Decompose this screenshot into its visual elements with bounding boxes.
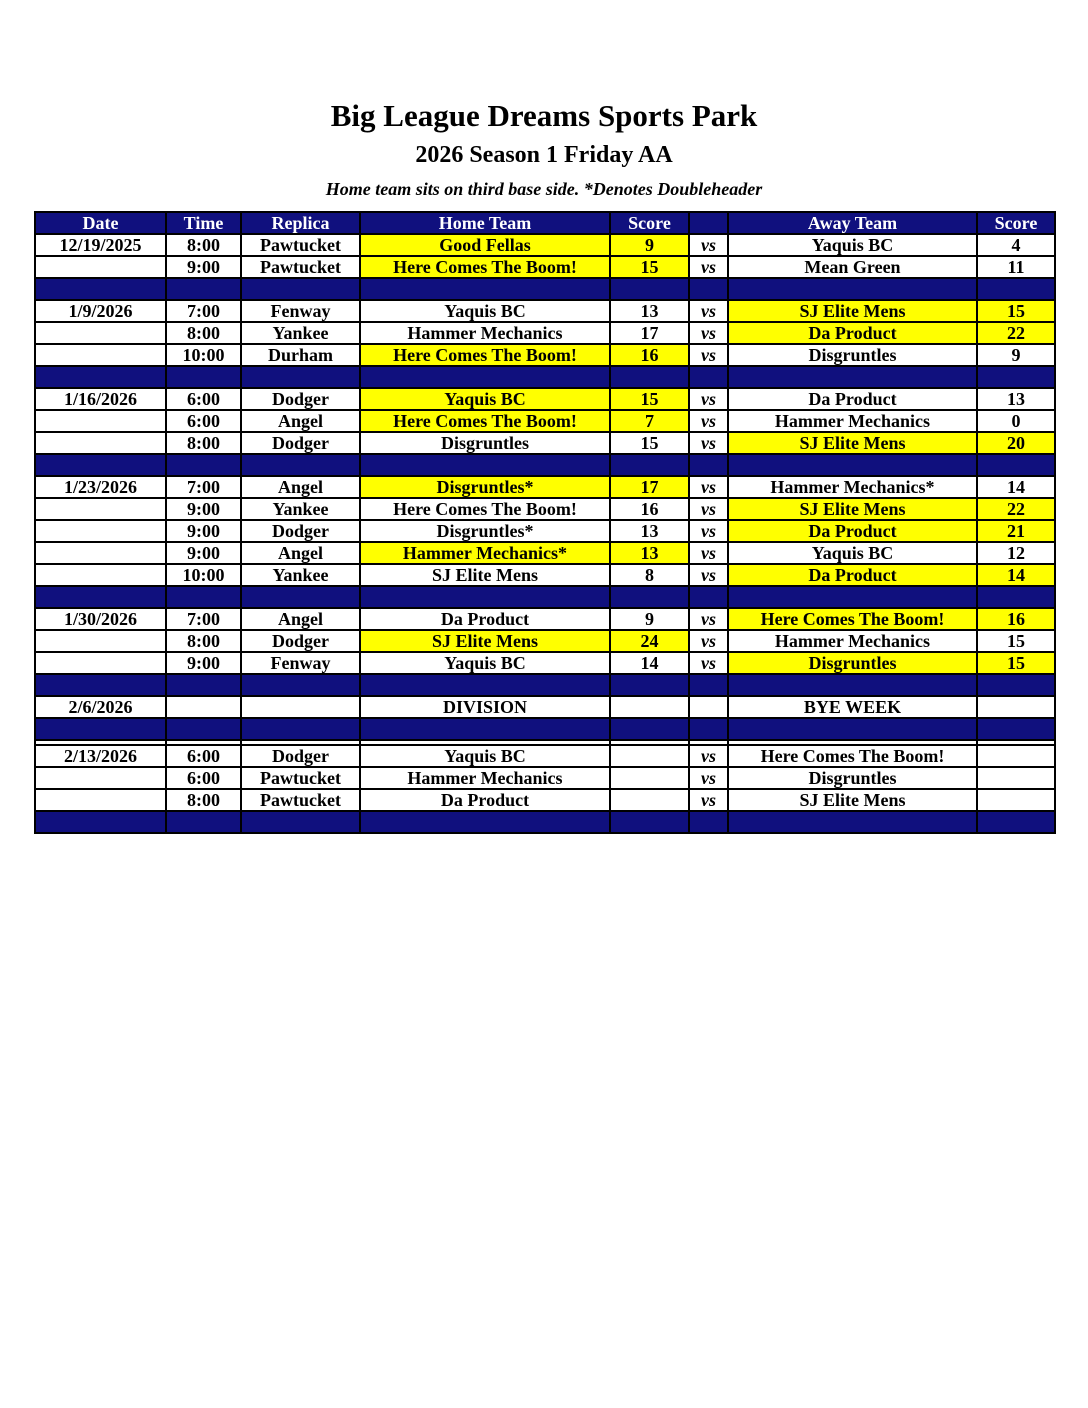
- away-team-cell: Da Product: [728, 520, 977, 542]
- away-team-cell: Mean Green: [728, 256, 977, 278]
- separator-cell: [728, 674, 977, 696]
- separator-cell: [35, 674, 166, 696]
- column-header-replica: Replica: [241, 212, 360, 234]
- home-team-cell: Yaquis BC: [360, 388, 610, 410]
- separator-cell: [728, 811, 977, 833]
- separator-cell: [35, 366, 166, 388]
- vs-cell: vs: [689, 520, 728, 542]
- separator-cell: [977, 366, 1055, 388]
- replica-cell: Pawtucket: [241, 256, 360, 278]
- vs-cell: vs: [689, 256, 728, 278]
- separator-cell: [977, 454, 1055, 476]
- replica-cell: Dodger: [241, 388, 360, 410]
- replica-cell: Angel: [241, 410, 360, 432]
- home-score-cell: 8: [610, 564, 689, 586]
- away-score-cell: 21: [977, 520, 1055, 542]
- separator-cell: [35, 718, 166, 740]
- separator-cell: [166, 454, 241, 476]
- separator-cell: [610, 811, 689, 833]
- date-cell: 2/6/2026: [35, 696, 166, 718]
- replica-cell: Pawtucket: [241, 234, 360, 256]
- home-team-cell: Here Comes The Boom!: [360, 256, 610, 278]
- separator-cell: [241, 586, 360, 608]
- date-cell: [35, 520, 166, 542]
- separator-row: [35, 454, 1055, 476]
- away-score-cell: 15: [977, 300, 1055, 322]
- separator-row: [35, 811, 1055, 833]
- separator-cell: [241, 811, 360, 833]
- header-row: [35, 212, 1055, 234]
- game-row: [35, 432, 1055, 454]
- separator-cell: [166, 278, 241, 300]
- separator-cell: [166, 718, 241, 740]
- separator-cell: [977, 278, 1055, 300]
- home-score-cell: 14: [610, 652, 689, 674]
- game-row: [35, 608, 1055, 630]
- time-cell: 9:00: [166, 498, 241, 520]
- separator-row: [35, 366, 1055, 388]
- date-cell: 1/9/2026: [35, 300, 166, 322]
- season-subtitle: 2026 Season 1 Friday AA: [415, 142, 673, 168]
- vs-cell: vs: [689, 630, 728, 652]
- separator-cell: [241, 366, 360, 388]
- date-cell: [35, 564, 166, 586]
- separator-cell: [35, 454, 166, 476]
- column-header-time: Time: [166, 212, 241, 234]
- date-cell: [35, 432, 166, 454]
- away-score-cell: 20: [977, 432, 1055, 454]
- home-team-cell: DIVISION: [360, 696, 610, 718]
- time-cell: [166, 696, 241, 718]
- game-row: [35, 234, 1055, 256]
- separator-cell: [241, 278, 360, 300]
- time-cell: 10:00: [166, 564, 241, 586]
- game-row: [35, 520, 1055, 542]
- home-team-cell: Here Comes The Boom!: [360, 410, 610, 432]
- vs-cell: vs: [689, 498, 728, 520]
- time-cell: 8:00: [166, 322, 241, 344]
- away-score-cell: [977, 767, 1055, 789]
- replica-cell: [241, 696, 360, 718]
- date-cell: [35, 767, 166, 789]
- game-row: [35, 652, 1055, 674]
- away-score-cell: 16: [977, 608, 1055, 630]
- home-score-cell: 7: [610, 410, 689, 432]
- game-row: [35, 344, 1055, 366]
- separator-row: [35, 674, 1055, 696]
- away-team-cell: Da Product: [728, 322, 977, 344]
- away-team-cell: Da Product: [728, 564, 977, 586]
- time-cell: 9:00: [166, 542, 241, 564]
- home-team-cell: Good Fellas: [360, 234, 610, 256]
- date-cell: 2/13/2026: [35, 745, 166, 767]
- home-team-cell: Here Comes The Boom!: [360, 498, 610, 520]
- home-team-cell: Here Comes The Boom!: [360, 344, 610, 366]
- away-team-cell: Da Product: [728, 388, 977, 410]
- separator-cell: [977, 811, 1055, 833]
- home-team-cell: Yaquis BC: [360, 745, 610, 767]
- separator-cell: [35, 278, 166, 300]
- away-team-cell: Hammer Mechanics*: [728, 476, 977, 498]
- replica-cell: Dodger: [241, 745, 360, 767]
- time-cell: 8:00: [166, 234, 241, 256]
- home-team-cell: Da Product: [360, 789, 610, 811]
- away-score-cell: 11: [977, 256, 1055, 278]
- away-team-cell: Disgruntles: [728, 767, 977, 789]
- replica-cell: Pawtucket: [241, 789, 360, 811]
- separator-cell: [728, 454, 977, 476]
- game-row: [35, 388, 1055, 410]
- replica-cell: Durham: [241, 344, 360, 366]
- time-cell: 9:00: [166, 520, 241, 542]
- home-team-cell: Hammer Mechanics: [360, 322, 610, 344]
- date-cell: [35, 542, 166, 564]
- replica-cell: Angel: [241, 542, 360, 564]
- away-score-cell: 4: [977, 234, 1055, 256]
- replica-cell: Fenway: [241, 300, 360, 322]
- time-cell: 8:00: [166, 432, 241, 454]
- replica-cell: Dodger: [241, 432, 360, 454]
- home-score-cell: 17: [610, 322, 689, 344]
- game-row: [35, 564, 1055, 586]
- away-score-cell: 14: [977, 476, 1055, 498]
- home-team-cell: Disgruntles*: [360, 476, 610, 498]
- replica-cell: Yankee: [241, 564, 360, 586]
- separator-cell: [35, 811, 166, 833]
- away-team-cell: Hammer Mechanics: [728, 630, 977, 652]
- time-cell: 6:00: [166, 767, 241, 789]
- away-team-cell: Disgruntles: [728, 652, 977, 674]
- separator-cell: [610, 718, 689, 740]
- time-cell: 8:00: [166, 789, 241, 811]
- away-team-cell: Hammer Mechanics: [728, 410, 977, 432]
- vs-cell: vs: [689, 410, 728, 432]
- away-team-cell: SJ Elite Mens: [728, 789, 977, 811]
- away-score-cell: [977, 789, 1055, 811]
- game-row: [35, 410, 1055, 432]
- separator-cell: [689, 366, 728, 388]
- home-score-cell: [610, 745, 689, 767]
- game-row: [35, 498, 1055, 520]
- away-team-cell: SJ Elite Mens: [728, 432, 977, 454]
- replica-cell: Angel: [241, 608, 360, 630]
- home-score-cell: 16: [610, 344, 689, 366]
- game-row: [35, 476, 1055, 498]
- column-header-date: Date: [35, 212, 166, 234]
- game-row: [35, 300, 1055, 322]
- home-score-cell: [610, 767, 689, 789]
- away-team-cell: SJ Elite Mens: [728, 498, 977, 520]
- home-score-cell: 16: [610, 498, 689, 520]
- time-cell: 6:00: [166, 410, 241, 432]
- separator-cell: [728, 586, 977, 608]
- separator-cell: [689, 718, 728, 740]
- separator-cell: [689, 674, 728, 696]
- game-row: [35, 630, 1055, 652]
- home-score-cell: 15: [610, 432, 689, 454]
- date-cell: [35, 789, 166, 811]
- date-cell: [35, 630, 166, 652]
- home-score-cell: [610, 789, 689, 811]
- home-team-cell: Disgruntles: [360, 432, 610, 454]
- separator-row: [35, 278, 1055, 300]
- vs-cell: vs: [689, 789, 728, 811]
- schedule-body: [35, 234, 1055, 833]
- home-team-cell: Yaquis BC: [360, 652, 610, 674]
- replica-cell: Yankee: [241, 322, 360, 344]
- game-row: [35, 767, 1055, 789]
- separator-cell: [360, 278, 610, 300]
- home-team-cell: Hammer Mechanics*: [360, 542, 610, 564]
- column-header-home-team: Home Team: [360, 212, 610, 234]
- separator-cell: [241, 674, 360, 696]
- separator-cell: [728, 718, 977, 740]
- away-team-cell: Yaquis BC: [728, 234, 977, 256]
- away-score-cell: 13: [977, 388, 1055, 410]
- separator-cell: [35, 586, 166, 608]
- home-score-cell: 15: [610, 256, 689, 278]
- replica-cell: Yankee: [241, 498, 360, 520]
- column-header-vs: [689, 212, 728, 234]
- date-cell: [35, 498, 166, 520]
- column-header-home-score: Score: [610, 212, 689, 234]
- home-score-cell: 9: [610, 608, 689, 630]
- away-score-cell: [977, 696, 1055, 718]
- game-row: [35, 256, 1055, 278]
- home-team-cell: SJ Elite Mens: [360, 564, 610, 586]
- home-score-cell: 15: [610, 388, 689, 410]
- away-team-cell: Disgruntles: [728, 344, 977, 366]
- separator-cell: [728, 366, 977, 388]
- separator-cell: [241, 454, 360, 476]
- away-team-cell: Here Comes The Boom!: [728, 608, 977, 630]
- column-header-away-score: Score: [977, 212, 1055, 234]
- schedule-note: Home team sits on third base side. *Denotes Doubleheader: [325, 179, 763, 199]
- away-score-cell: 22: [977, 322, 1055, 344]
- replica-cell: Fenway: [241, 652, 360, 674]
- away-team-cell: BYE WEEK: [728, 696, 977, 718]
- replica-cell: Dodger: [241, 520, 360, 542]
- game-row: [35, 696, 1055, 718]
- time-cell: 7:00: [166, 300, 241, 322]
- separator-cell: [360, 811, 610, 833]
- vs-cell: vs: [689, 652, 728, 674]
- separator-cell: [977, 586, 1055, 608]
- vs-cell: [689, 696, 728, 718]
- date-cell: 1/16/2026: [35, 388, 166, 410]
- vs-cell: vs: [689, 745, 728, 767]
- game-row: [35, 789, 1055, 811]
- replica-cell: Angel: [241, 476, 360, 498]
- separator-cell: [610, 674, 689, 696]
- separator-cell: [610, 366, 689, 388]
- time-cell: 7:00: [166, 608, 241, 630]
- home-score-cell: 13: [610, 542, 689, 564]
- date-cell: [35, 344, 166, 366]
- home-team-cell: Da Product: [360, 608, 610, 630]
- replica-cell: Pawtucket: [241, 767, 360, 789]
- separator-cell: [360, 674, 610, 696]
- date-cell: 12/19/2025: [35, 234, 166, 256]
- separator-cell: [166, 586, 241, 608]
- time-cell: 8:00: [166, 630, 241, 652]
- vs-cell: vs: [689, 432, 728, 454]
- time-cell: 9:00: [166, 652, 241, 674]
- away-score-cell: 9: [977, 344, 1055, 366]
- game-row: [35, 542, 1055, 564]
- home-score-cell: [610, 696, 689, 718]
- game-row: [35, 322, 1055, 344]
- away-score-cell: [977, 745, 1055, 767]
- home-score-cell: 24: [610, 630, 689, 652]
- separator-cell: [360, 586, 610, 608]
- away-team-cell: SJ Elite Mens: [728, 300, 977, 322]
- separator-cell: [689, 454, 728, 476]
- separator-cell: [166, 366, 241, 388]
- time-cell: 10:00: [166, 344, 241, 366]
- home-team-cell: Yaquis BC: [360, 300, 610, 322]
- away-score-cell: 14: [977, 564, 1055, 586]
- date-cell: 1/30/2026: [35, 608, 166, 630]
- column-header-away-team: Away Team: [728, 212, 977, 234]
- away-team-cell: Yaquis BC: [728, 542, 977, 564]
- replica-cell: Dodger: [241, 630, 360, 652]
- time-cell: 6:00: [166, 745, 241, 767]
- time-cell: 9:00: [166, 256, 241, 278]
- game-row: [35, 745, 1055, 767]
- date-cell: [35, 410, 166, 432]
- vs-cell: vs: [689, 542, 728, 564]
- home-team-cell: SJ Elite Mens: [360, 630, 610, 652]
- time-cell: 7:00: [166, 476, 241, 498]
- separator-cell: [166, 674, 241, 696]
- vs-cell: vs: [689, 344, 728, 366]
- home-score-cell: 17: [610, 476, 689, 498]
- separator-cell: [241, 718, 360, 740]
- separator-cell: [728, 278, 977, 300]
- home-team-cell: Hammer Mechanics: [360, 767, 610, 789]
- separator-cell: [610, 454, 689, 476]
- date-cell: 1/23/2026: [35, 476, 166, 498]
- vs-cell: vs: [689, 564, 728, 586]
- away-score-cell: 22: [977, 498, 1055, 520]
- schedule-table: [34, 211, 1056, 834]
- separator-cell: [360, 366, 610, 388]
- separator-row: [35, 586, 1055, 608]
- separator-cell: [977, 674, 1055, 696]
- vs-cell: vs: [689, 476, 728, 498]
- separator-cell: [689, 586, 728, 608]
- separator-cell: [610, 278, 689, 300]
- separator-row: [35, 718, 1055, 740]
- away-team-cell: Here Comes The Boom!: [728, 745, 977, 767]
- time-cell: 6:00: [166, 388, 241, 410]
- separator-cell: [166, 811, 241, 833]
- separator-cell: [360, 718, 610, 740]
- home-score-cell: 13: [610, 300, 689, 322]
- separator-cell: [360, 454, 610, 476]
- separator-cell: [977, 718, 1055, 740]
- vs-cell: vs: [689, 322, 728, 344]
- vs-cell: vs: [689, 234, 728, 256]
- vs-cell: vs: [689, 608, 728, 630]
- separator-cell: [689, 811, 728, 833]
- vs-cell: vs: [689, 388, 728, 410]
- date-cell: [35, 322, 166, 344]
- date-cell: [35, 652, 166, 674]
- home-team-cell: Disgruntles*: [360, 520, 610, 542]
- separator-cell: [689, 278, 728, 300]
- date-cell: [35, 256, 166, 278]
- away-score-cell: 15: [977, 652, 1055, 674]
- away-score-cell: 15: [977, 630, 1055, 652]
- home-score-cell: 9: [610, 234, 689, 256]
- away-score-cell: 12: [977, 542, 1055, 564]
- page-title: Big League Dreams Sports Park: [330, 98, 758, 133]
- vs-cell: vs: [689, 300, 728, 322]
- away-score-cell: 0: [977, 410, 1055, 432]
- vs-cell: vs: [689, 767, 728, 789]
- home-score-cell: 13: [610, 520, 689, 542]
- separator-cell: [610, 586, 689, 608]
